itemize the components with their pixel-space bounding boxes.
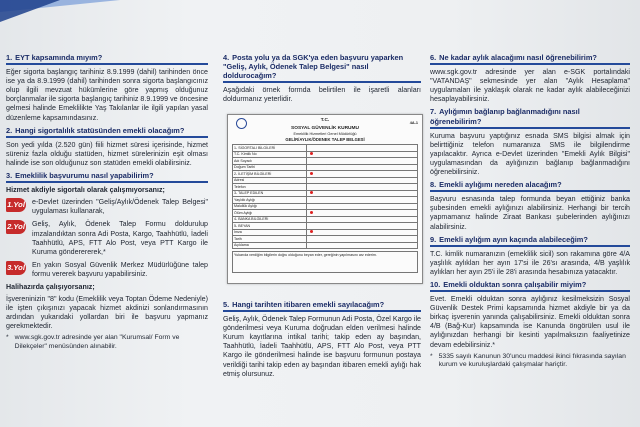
form-table bbox=[232, 144, 418, 249]
answer-9: T.C. kimlik numaranızın (emeklilik sicil) son rakamına göre 4/A yaşlılık aylıkları her ayın 17'si ile 26'sı arasında, 4/B yaşlılık aylıkları her ayın 25'i ile 28'i arasında hesabınıza yatacaktır. bbox=[430, 249, 630, 276]
form-row-label: 3- TALEP EDİLEN bbox=[233, 190, 307, 197]
form-dept: Emeklilik Hizmetleri Genel Müdürlüğü bbox=[293, 131, 357, 136]
answer-6: www.sgk.gov.tr adresinde yer alan e-SGK portalındaki "VATANDAŞ" sekmesinde yer alan "Aylık Hesaplama" uygulamaları ile yaklaşık olarak ne kadar aylık alabileceğinizi hesaplayabilirsiniz. bbox=[430, 68, 630, 104]
answer-8: Başvuru esnasında talep formunda beyan ettiğiniz banka şubesinden emekli aylığınızı alabilirsiniz. Herhangi bir tercih yapmamanız halinde Ziraat Bankası şubelerinden aylığınızı alabilirsiniz. bbox=[430, 195, 630, 231]
required-mark-icon bbox=[310, 191, 313, 194]
question-3-title: 3. Emeklilik başvurumu nasıl yapabilirim? bbox=[6, 171, 208, 183]
answer-3-subtitle-2: Halihazırda çalışıyorsanız; bbox=[6, 282, 95, 291]
step-2 bbox=[6, 220, 208, 256]
question-9-title: 9. Emekli aylığım ayın kaçında alabileceğim? bbox=[430, 235, 630, 247]
form-row bbox=[233, 242, 418, 249]
form-row-label: Adresi bbox=[233, 177, 307, 184]
sample-form-image bbox=[227, 114, 423, 284]
form-row-label: 2- İLETİŞİM BİLGİLERİ bbox=[233, 171, 307, 178]
form-header: T.C. bbox=[320, 118, 330, 123]
step-3 bbox=[6, 261, 208, 279]
step-1-text: e-Devlet üzerinden "Geliş/Aylık/Ödenek Talep Belgesi" uygulaması kullanarak, bbox=[32, 198, 208, 216]
required-mark-icon bbox=[310, 230, 313, 233]
form-row-label: 1- SİGORTALI BİLGİLERİ bbox=[233, 145, 307, 152]
question-7-title: 7. Aylığımın bağlanıp bağlanmadığını nasıl öğrenebilirim? bbox=[430, 107, 630, 128]
step-1 bbox=[6, 198, 208, 216]
question-10-title: 10. Emekli olduktan sonra çalışabilir miyim? bbox=[430, 280, 630, 292]
answer-3-text-2: İşvereninizin "8" kodu (Emeklilik veya Toptan Ödeme Nedeniyle) ile işten çıkışınızı yapacak hizmet akdinizi sonlandırmasının ardından yukarıdaki yollardan biri ile başvuru yapmanız gerekmektedir. bbox=[6, 295, 208, 331]
question-2-title: 2. Hangi sigortalılık statüsünden emekli olacağım? bbox=[6, 126, 208, 138]
required-mark-icon bbox=[310, 152, 313, 155]
form-footer: Yukarıda verdiğim bilgilerin doğru olduğunu beyan eder, gereğinin yapılmasını arz ederim. bbox=[232, 251, 418, 273]
column-right bbox=[430, 50, 630, 370]
step-3-badge: 3.Yol bbox=[6, 261, 26, 275]
column-middle bbox=[223, 50, 421, 107]
form-row-label: Ölüm Aylığı bbox=[233, 210, 307, 217]
question-1-title: 1. EYT kapsamında mıyım? bbox=[6, 53, 208, 65]
question-5-title: 5. Hangi tarihten itibaren emekli sayılacağım? bbox=[223, 300, 421, 312]
step-1-badge: 1.Yol bbox=[6, 198, 26, 212]
form-org: SOSYAL GÜVENLİK KURUMU bbox=[291, 126, 359, 132]
question-6-title: 6. Ne kadar aylık alacağımı nasıl öğrenebilirim? bbox=[430, 53, 630, 65]
question-4-title: 4. Posta yolu ya da SGK'ya eden başvuru yaparken "Geliş, Aylık, Ödenek Talep Belgesi" nasıl doldurocağım? bbox=[223, 53, 421, 83]
form-code: 4A-1 bbox=[409, 121, 418, 125]
answer-10: Evet. Emekli olduktan sonra aylığınız kesilmeksizin Sosyal Güvenlik Destek Primi kapsamında hizmet akdiyle bir ya da birkaç işverenin yanında çalışabilirsiniz. Emekli olduktan sonra 4/B (Bağ-Kur) kapsamında ise Kanunda öngörülen usul ile aylığınızdan herhangi bir kesinti yapılmaksızın faaliyetinize devam edebilirsiniz.* bbox=[430, 295, 630, 349]
footnote-star: * bbox=[6, 334, 9, 342]
answer-3-subtitle: Hizmet akdiyle sigortalı olarak çalışmıyorsanız; bbox=[6, 186, 165, 195]
form-row-label: Malullük Aylığı bbox=[233, 203, 307, 210]
step-2-badge: 2.Yol bbox=[6, 220, 26, 234]
answer-2: Son yedi yılda (2.520 gün) fiili hizmet süresi içerisinde, hizmet süreniz fazla olduğu statüden, hizmet sürelerinizin eşit olması halinde ise son olduğunuz son statüden emekli olabilirsiniz. bbox=[6, 140, 208, 167]
form-row-label: Tarih bbox=[233, 236, 307, 243]
form-row-label: İmza bbox=[233, 229, 307, 236]
answer-7: Kuruma başvuru yaptığınız esnada SMS bilgisi almak için belirttiğiniz telefon numaranıza SMS ile bilgilendirme yapılacaktır. Ayrıca e-Devlet üzerinden "Emekli Aylık Bilgisi" uygulamasından da aylığınızın bağlanıp bağlanmadığını öğrenebilirsiniz. bbox=[430, 131, 630, 177]
step-3-text: En yakın Sosyal Güvenlik Merkez Müdürlüğüne talep formu vererek başvuru yapabilirsiniz. bbox=[32, 260, 208, 278]
form-row-label: Doğum Tarihi bbox=[233, 164, 307, 171]
question-8-title: 8. Emekli aylığımı nereden alacağım? bbox=[430, 180, 630, 192]
form-row-label: Telefon bbox=[233, 184, 307, 191]
step-2-text: Geliş, Aylık, Ödenek Talep Formu doldurulup imzalandıktan sonra Adi Posta, Kargo, Taahhütlü, İadeli Taahhütlü, APS, FTT Alo Post, veya PTT Kargo ile Kuruma gönderererek,* bbox=[32, 220, 208, 256]
form-row-label: Adı Soyadı bbox=[233, 158, 307, 165]
answer-1: Eğer sigorta başlangıç tarihiniz 8.9.1999 (dahil) tarihinden önce ise ya da 8.9.1999 (dahil) tarihinden sonra sigorta başlangıcınız olup ilgili mevzuat hükümlerine göre yapmış olduğunuz borçlanmalar ile sigorta başlangıç tarihiniz 8.9.1999 ve öncesine gelmesi halinde Emeklilikte Yaş Takılanlar ile ilgili yapılan yasal düzenleme kapsamındasınız. bbox=[6, 68, 208, 122]
form-row-label: 5- BEYAN bbox=[233, 223, 307, 230]
form-row-label: Açıklama bbox=[233, 242, 307, 249]
footnote-star: * bbox=[430, 352, 433, 360]
answer-4: Aşağıdaki örnek formda belirtilen ile işaretli alanları doldurmanız yeterlidir. bbox=[223, 86, 421, 104]
footnote-right: * 5335 sayılı Kanunun 30'uncu maddesi ikinci fıkrasında sayılan kurum ve kuruluşlardaki çalışmalar hariçtir. bbox=[430, 352, 626, 369]
form-row-label: T.C. Kimlik No bbox=[233, 151, 307, 158]
form-title: GELİR/AYLIK/ÖDENEK TALEP BELGESİ bbox=[285, 137, 365, 143]
column-middle-lower bbox=[223, 297, 421, 382]
required-mark-icon bbox=[310, 172, 313, 175]
required-mark-icon bbox=[310, 211, 313, 214]
footnote-left: * www.sgk.gov.tr adresinde yer alan "Kurumsal/ Form ve Dilekçeler" menüsünden alınabilir. bbox=[6, 334, 180, 351]
column-left bbox=[6, 50, 208, 352]
form-row-label: 4- BANKA BİLGİLERİ bbox=[233, 216, 307, 223]
form-row-label: Yaşlılık Aylığı bbox=[233, 197, 307, 204]
form-row-field bbox=[307, 242, 418, 249]
corner-decoration-dark bbox=[0, 0, 60, 22]
answer-5: Geliş, Aylık, Ödenek Talep Formunun Adi Posta, Özel Kargo ile gönderilmesi veya Kuruma doğrudan elden verilmesi halinde Kurum kayıtlarına intikal tarihi; takip eden ay başından, Taahhütlü, İadeli Taahhütlü, APS, FTT Alo Post, veya PTT Kargo ile gönderilmesi halinde ise başvuru formunun postaya verildiği tarihi takip eden ay başından itibaren emekli aylığı hak etmiş olursunuz. bbox=[223, 315, 421, 378]
sgk-logo-icon bbox=[236, 118, 247, 129]
